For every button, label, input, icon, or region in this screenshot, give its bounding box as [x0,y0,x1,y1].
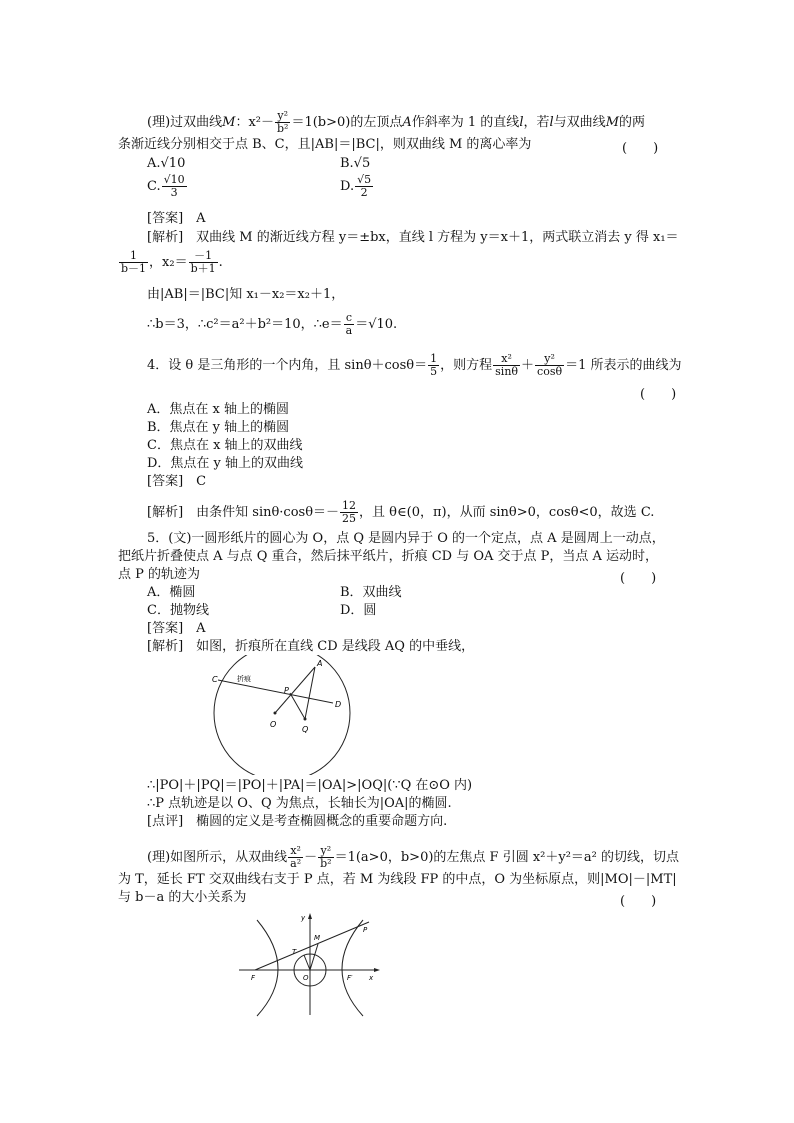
label-x: x [369,974,374,982]
numerator: c [344,312,355,325]
label-y: y [301,914,306,922]
denominator: b² [320,857,332,870]
x-axis-arrow [374,968,380,972]
option-b: B.√5 [340,156,371,171]
fraction [189,250,218,275]
answer-label: [答案] A [147,621,206,636]
label-p: P [363,926,368,934]
fraction [355,174,373,199]
numerator: x² [493,353,520,366]
text: ，则方程 [440,358,493,373]
denominator: b＋1 [190,262,216,275]
label-f-prime: F′ [347,974,353,982]
text: M [605,115,619,130]
label-crease: 折痕 [237,675,251,683]
analysis-line2 [118,250,223,275]
numerator: －1 [189,250,218,263]
text: － [304,850,318,865]
numerator: y² [318,845,333,858]
fraction [275,110,290,135]
text: ∴b＝3，∴c²＝a²＋b²＝10，∴e＝ [147,317,343,332]
numerator: 1 [430,352,438,365]
segment-ot [304,955,310,970]
text: ＝1(b>0)的左顶点 [291,115,403,130]
fraction [119,250,148,275]
numerator: √10 [163,173,185,186]
option-d [340,174,374,199]
numerator: x² [288,845,303,858]
text: l [549,115,554,130]
option-b: B．双曲线 [340,585,402,600]
text: ＋ [521,358,535,373]
text: ，且 θ∈(0，π)，从而 sinθ>0，cosθ<0，故选 C. [359,505,655,520]
label-c: C [212,675,218,684]
text: M [222,115,236,130]
circle-fold-figure [200,655,360,775]
text: D. [340,179,355,194]
answer-label: [答案] C [147,474,207,489]
fraction [288,845,303,870]
fraction [318,845,333,870]
label-o: O [303,974,309,982]
option-d: D．圆 [340,603,377,618]
paper-circle [214,655,350,775]
q5-line2: 把纸片折叠使点 A 与点 Q 重合，然后抹平纸片，折痕 CD 与 OA 交于点 P，当点 A 运动时， [118,549,659,564]
denominator: sinθ [495,365,519,378]
denominator: 2 [360,186,368,199]
text: (理)过双曲线 [147,115,223,130]
numerator: √5 [357,173,372,186]
denominator: cosθ [537,365,563,378]
label-o: O [270,720,277,729]
fraction [428,353,439,378]
point-q [304,718,307,721]
text: [解析] 由条件知 sinθ·cosθ＝－ [147,505,340,520]
label-a: A [317,659,323,668]
option-c [147,174,188,199]
proof-line1: ∴|PO|＋|PQ|＝|PO|＋|PA|＝|OA|>|OQ|(∵Q 在⊙O 内) [147,778,473,793]
text: C. [147,179,161,194]
hyperbola-figure [237,910,383,1018]
denominator: a² [290,857,302,870]
label-p: P [284,686,289,695]
text: ，x₂＝ [149,255,188,270]
fraction [535,353,564,378]
text: 的两 [619,115,646,130]
analysis-line4 [147,312,397,337]
option-c: C．抛物线 [147,603,209,618]
text: l [519,115,524,130]
y-axis-arrow [308,913,312,919]
denominator: b－1 [121,262,147,275]
option-a: A.√10 [147,156,186,171]
label-q: Q [302,725,309,734]
option-a: A．椭圆 [147,585,196,600]
q5-line3: 点 P 的轨迹为 [118,567,201,582]
text: . [218,255,223,270]
analysis-line: [解析] 如图，折痕所在直线 CD 是线段 AQ 的中垂线， [147,639,475,654]
option-b: B．焦点在 y 轴上的椭圆 [147,420,290,435]
text: ＝1 所表示的曲线为 [565,358,682,373]
crease-line-cd [218,680,333,703]
text: A [402,115,412,130]
numerator: y² [535,353,564,366]
q4-stem [147,353,682,378]
denominator: 5 [430,365,438,378]
text: ＝1(a>0，b>0)的左焦点 F 引圆 x²＋y²＝a² 的切线，切点 [334,850,680,865]
denominator: 25 [342,512,357,525]
denominator: a [345,324,353,337]
text: ，若 [523,115,550,130]
q-li2-line1 [147,845,679,870]
fraction [340,500,358,525]
segment-om [310,944,318,970]
fraction [493,353,520,378]
hyperbola-right-branch [342,920,363,1016]
numerator: 1 [119,250,148,263]
segment-oa [275,667,315,713]
numerator: y² [275,110,290,123]
fraction [344,312,355,337]
segment-aq [305,667,315,719]
denominator: b² [277,122,289,135]
answer-paren: ( ) [640,387,677,402]
label-m: M [314,934,321,942]
text: ：x²－ [235,115,275,130]
q-li-line2: 条渐近线分别相交于点 B、C，且|AB|＝|BC|，则双曲线 M 的离心率为 [118,137,532,152]
comment-line: [点评] 椭圆的定义是考查椭圆概念的重要命题方向. [147,814,448,829]
option-d: D．焦点在 y 轴上的双曲线 [147,456,304,471]
answer-label: [答案] A [147,211,206,226]
label-f: F [251,974,256,982]
answer-paren: ( ) [622,141,659,156]
fraction [162,174,187,199]
numerator: 12 [342,499,357,512]
analysis-line [147,500,654,525]
q-li2-line2: 为 T，延长 FT 交双曲线右支于 P 点，若 M 为线段 FP 的中点，O 为坐标原点，则|MO|－|MT| [118,872,677,887]
q-li2-line3: 与 b－a 的大小关系为 [118,890,247,905]
label-t: T [292,948,297,956]
option-c: C．焦点在 x 轴上的双曲线 [147,438,303,453]
option-a: A．焦点在 x 轴上的椭圆 [147,402,289,417]
analysis-line3: 由|AB|＝|BC|知 x₁－x₂＝x₂＋1， [147,287,345,302]
answer-paren: ( ) [620,571,657,586]
point-o [274,712,277,715]
q5-line1: 5．(文)一圆形纸片的圆心为 O，点 Q 是圆内异于 O 的一个定点，点 A 是圆周上一动点， [147,531,665,546]
proof-line2: ∴P 点轨迹是以 O、Q 为焦点，长轴长为|OA|的椭圆. [147,796,452,811]
label-d: D [335,700,342,709]
denominator: 3 [170,186,178,199]
q-li-line1 [147,110,645,135]
text: 4．设 θ 是三角形的一个内角，且 sinθ＋cosθ＝ [147,358,428,373]
text: 作斜率为 1 的直线 [411,115,520,130]
text: ＝√10. [355,317,398,332]
text: (理)如图所示，从双曲线 [147,850,288,865]
analysis-line1: [解析] 双曲线 M 的渐近线方程 y＝±bx，直线 l 方程为 y＝x＋1，两式联立消去 y 得 x₁＝ [147,230,679,245]
text: 与双曲线 [553,115,606,130]
answer-paren: ( ) [620,894,657,909]
